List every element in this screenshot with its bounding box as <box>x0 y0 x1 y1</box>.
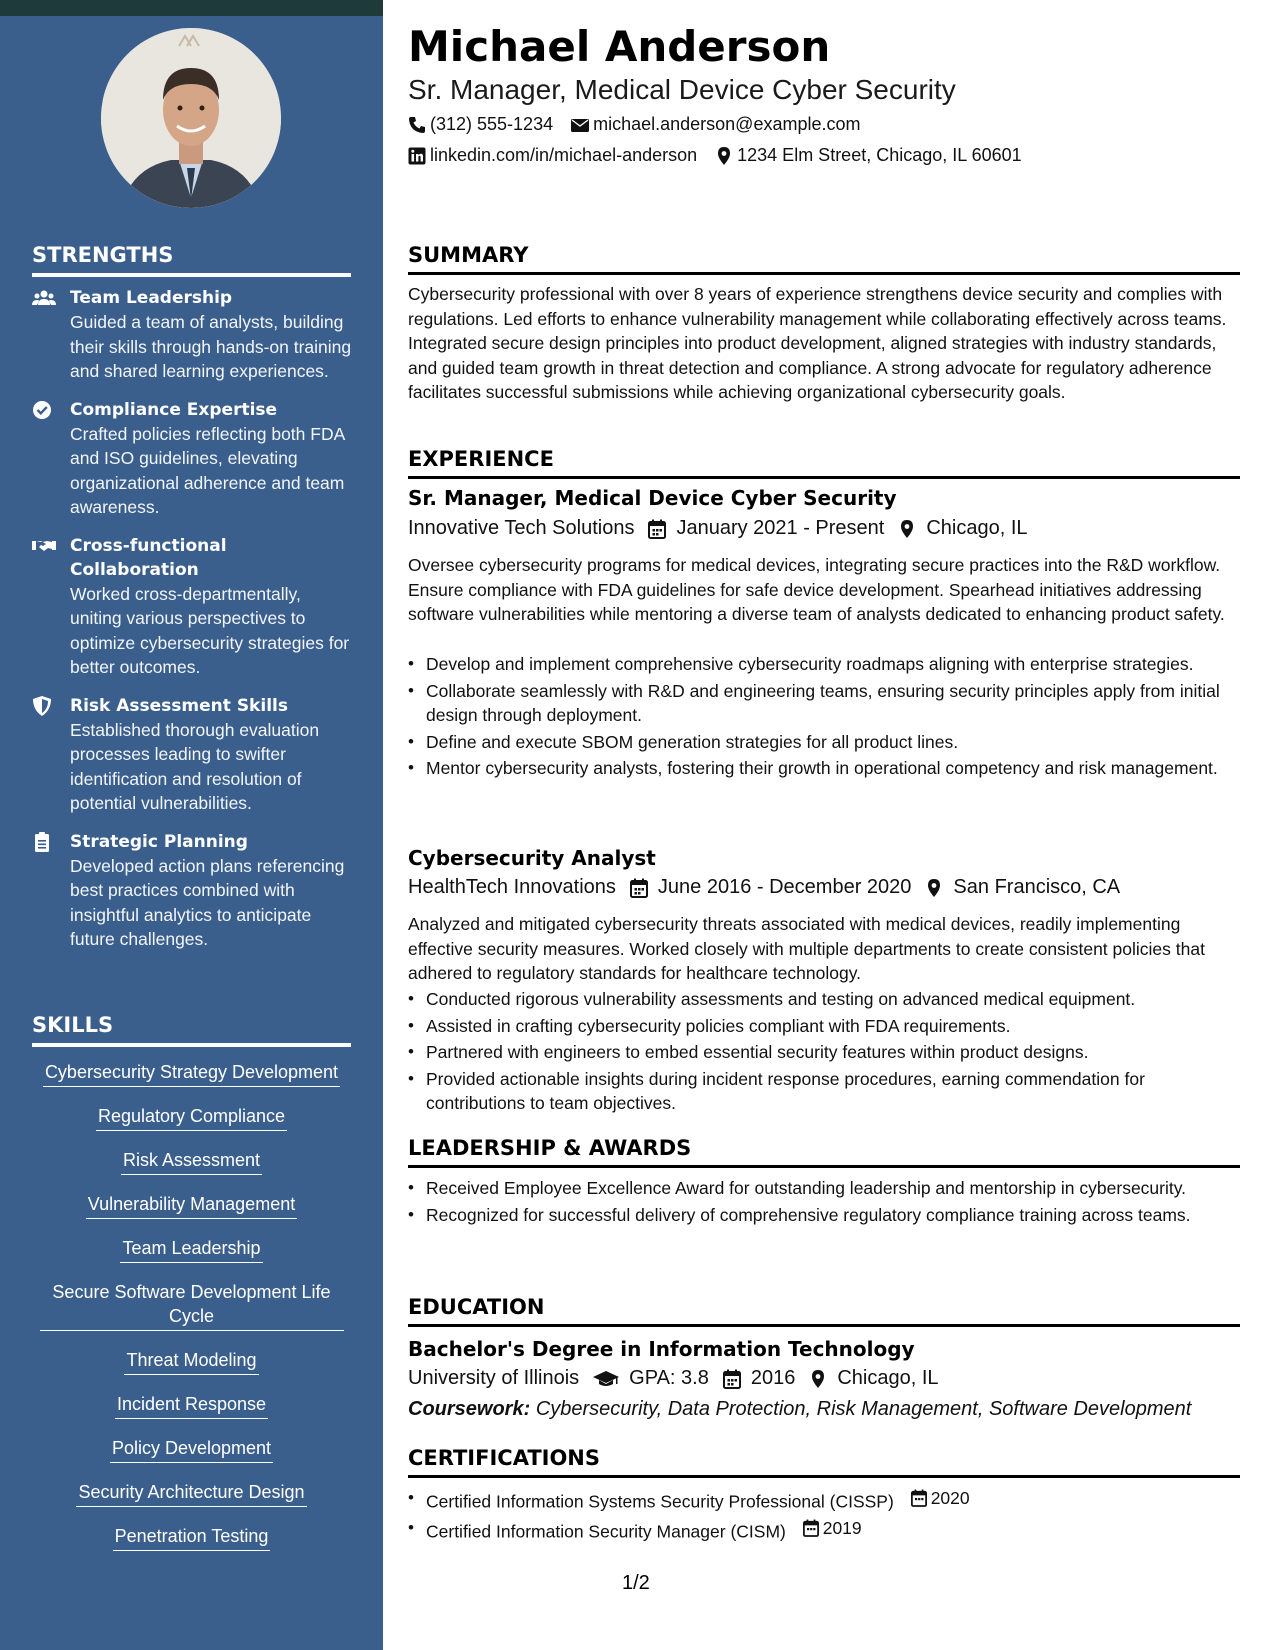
skill-tag: Security Architecture Design <box>76 1480 306 1507</box>
summary-text: Cybersecurity professional with over 8 years of experience strengthens device security and complies with regulations. Led efforts to enhance vulnerability management while collaborating effectively across teams. Integrated secure design principles into product development, aligned strategies with industry standards, and guided team growth in threat detection and compliance. A strong advocate for regulatory adherence facilitates successful submissions while achieving organizational cybersecurity goals. <box>408 284 1227 402</box>
strengths-heading: STRENGTHS <box>32 243 351 277</box>
certification-year: 2019 <box>822 1517 862 1538</box>
certification-date <box>911 1486 970 1511</box>
contact-row <box>408 145 1022 166</box>
strength-item <box>32 534 352 680</box>
skill-tag: Risk Assessment <box>121 1148 262 1175</box>
bullet-item: • Define and execute SBOM generation strategies for all product lines. <box>426 730 1238 755</box>
candidate-name: Michael Anderson <box>408 22 831 71</box>
coursework-label: Coursework: <box>408 1398 531 1420</box>
certification-item <box>426 1516 1238 1544</box>
skills-list <box>32 1060 351 1568</box>
certification-date <box>803 1516 862 1541</box>
email-link[interactable]: michael.anderson@example.com <box>593 114 861 134</box>
certification-item <box>426 1486 1238 1514</box>
job-description: Analyzed and mitigated cybersecurity threats associated with medical devices, readily implementing effective security measures. Worked closely with multiple departments to create consistent policies that adhered to regulatory standards for healthcare technology. <box>408 914 1205 983</box>
handshake-icon <box>32 536 56 556</box>
skill-tag: Policy Development <box>110 1436 273 1463</box>
certification-year: 2020 <box>930 1488 970 1508</box>
school-location: Chicago, IL <box>837 1367 939 1389</box>
skill-tag: Cybersecurity Strategy Development <box>43 1060 340 1087</box>
skills-heading: SKILLS <box>32 1013 351 1047</box>
strength-item <box>32 398 352 520</box>
job-location: San Francisco, CA <box>953 876 1121 898</box>
award-item: • Recognized for successful delivery of comprehensive regulatory compliance training across teams. <box>426 1203 1238 1228</box>
map-pin-icon <box>898 519 916 539</box>
awards-heading: LEADERSHIP & AWARDS <box>408 1136 1240 1168</box>
profile-photo <box>101 28 281 208</box>
shield-icon <box>32 696 56 716</box>
job-title: Sr. Manager, Medical Device Cyber Security <box>408 486 897 510</box>
coursework-list: Cybersecurity, Data Protection, Risk Management, Software Development <box>535 1398 1192 1420</box>
phone-icon <box>408 116 426 134</box>
strength-desc: Established thorough evaluation processes leading to swifter identification and resolution of potential vulnerabilities. <box>70 719 320 813</box>
education-meta <box>408 1367 939 1390</box>
skill-tag: Team Leadership <box>120 1236 262 1263</box>
company-name: Innovative Tech Solutions <box>408 517 635 539</box>
skill-tag: Regulatory Compliance <box>96 1104 287 1131</box>
strength-title: Team Leadership <box>70 288 233 308</box>
phone-text[interactable]: (312) 555-1234 <box>430 114 554 134</box>
job-bullets <box>426 987 1238 1118</box>
check-circle-icon <box>32 400 56 420</box>
job-meta <box>408 876 1120 899</box>
address-text: 1234 Elm Street, Chicago, IL 60601 <box>737 145 1022 165</box>
bullet-item: • Mentor cybersecurity analysts, fostering their growth in operational competency and risk management. <box>426 756 1238 781</box>
certifications-list <box>426 1486 1238 1546</box>
job-bullets <box>426 652 1238 783</box>
graduation-year: 2016 <box>750 1367 796 1389</box>
calendar-icon <box>723 1369 741 1389</box>
bullet-item: • Assisted in crafting cybersecurity policies compliant with FDA requirements. <box>426 1014 1238 1039</box>
sidebar <box>0 0 383 1650</box>
calendar-icon <box>803 1519 819 1537</box>
sidebar-top-bar <box>0 0 383 16</box>
calendar-icon <box>630 878 648 898</box>
envelope-icon <box>571 116 589 134</box>
linkedin-link[interactable]: linkedin.com/in/michael-anderson <box>430 145 698 165</box>
linkedin-icon <box>408 147 426 165</box>
education-heading: EDUCATION <box>408 1295 1240 1327</box>
bullet-item: • Provided actionable insights during incident response procedures, earning commendation for contributions to team objectives. <box>426 1067 1238 1116</box>
calendar-icon <box>648 519 666 539</box>
job-dates: January 2021 - Present <box>676 517 885 539</box>
awards-list <box>426 1176 1238 1229</box>
bullet-item: • Develop and implement comprehensive cybersecurity roadmaps aligning with enterprise strategies. <box>426 652 1238 677</box>
summary-heading: SUMMARY <box>408 243 1240 275</box>
strength-item <box>32 286 352 384</box>
bullet-item: • Conducted rigorous vulnerability assessments and testing on advanced medical equipment. <box>426 987 1238 1012</box>
map-pin-icon <box>925 878 943 898</box>
strengths-list <box>32 286 352 966</box>
contact-row <box>408 114 861 135</box>
strength-desc: Developed action plans referencing best practices combined with insightful analytics to anticipate future challenges. <box>70 855 345 949</box>
skill-tag: Secure Software Development Life Cycle <box>40 1280 344 1331</box>
skill-tag: Penetration Testing <box>113 1524 271 1551</box>
job-dates: June 2016 - December 2020 <box>657 876 912 898</box>
skill-tag: Vulnerability Management <box>86 1192 297 1219</box>
strength-title: Compliance Expertise <box>70 399 278 420</box>
bullet-item: • Collaborate seamlessly with R&D and engineering teams, ensuring security principles apply from initial design through deployment. <box>426 679 1238 728</box>
gpa-text: GPA: 3.8 <box>629 1367 709 1389</box>
job-description: Oversee cybersecurity programs for medical devices, integrating secure practices into the R&D workflow. Ensure compliance with FDA guidelines for safe device development. Spearhead initiatives addressing software vulnerabilities while mentoring a diverse team of analysts dedicated to enhancing product safety. <box>408 555 1225 624</box>
strength-desc: Guided a team of analysts, building their skills through hands-on training and shared learning experiences. <box>70 312 352 381</box>
strength-item <box>32 830 352 952</box>
calendar-icon <box>911 1489 927 1507</box>
certification-name: Certified Information Systems Security Professional (CISSP) <box>426 1491 894 1512</box>
skill-tag: Incident Response <box>115 1392 268 1419</box>
bullet-item: • Partnered with engineers to embed essential security features within product designs. <box>426 1040 1238 1065</box>
strength-title: Cross-functional Collaboration <box>70 535 227 580</box>
strength-title: Strategic Planning <box>70 831 248 852</box>
certification-name: Certified Information Security Manager (CISM) <box>426 1521 786 1541</box>
candidate-title: Sr. Manager, Medical Device Cyber Security <box>408 74 956 105</box>
strength-desc: Crafted policies reflecting both FDA and ISO guidelines, elevating organizational adherence and team awareness. <box>70 423 345 517</box>
company-name: HealthTech Innovations <box>408 876 616 898</box>
award-item: • Received Employee Excellence Award for outstanding leadership and mentorship in cybersecurity. <box>426 1176 1238 1201</box>
job-location: Chicago, IL <box>926 517 1028 539</box>
degree-title: Bachelor's Degree in Information Technology <box>408 1337 915 1361</box>
experience-heading: EXPERIENCE <box>408 447 1240 479</box>
strength-item <box>32 694 352 816</box>
strength-desc: Worked cross-departmentally, uniting various perspectives to optimize cybersecurity strategies for better outcomes. <box>70 583 350 677</box>
certifications-heading: CERTIFICATIONS <box>408 1446 1240 1478</box>
school-name: University of Illinois <box>408 1367 580 1389</box>
map-pin-icon <box>715 147 733 165</box>
skill-tag: Threat Modeling <box>124 1348 258 1375</box>
graduation-cap-icon <box>593 1369 619 1389</box>
map-pin-icon <box>809 1369 827 1389</box>
strength-title: Risk Assessment Skills <box>70 695 288 716</box>
users-icon <box>32 288 56 308</box>
job-title: Cybersecurity Analyst <box>408 846 656 870</box>
coursework <box>408 1398 1191 1421</box>
clipboard-icon <box>32 832 56 852</box>
page-number: 1/2 <box>622 1572 650 1594</box>
job-meta <box>408 517 1028 540</box>
